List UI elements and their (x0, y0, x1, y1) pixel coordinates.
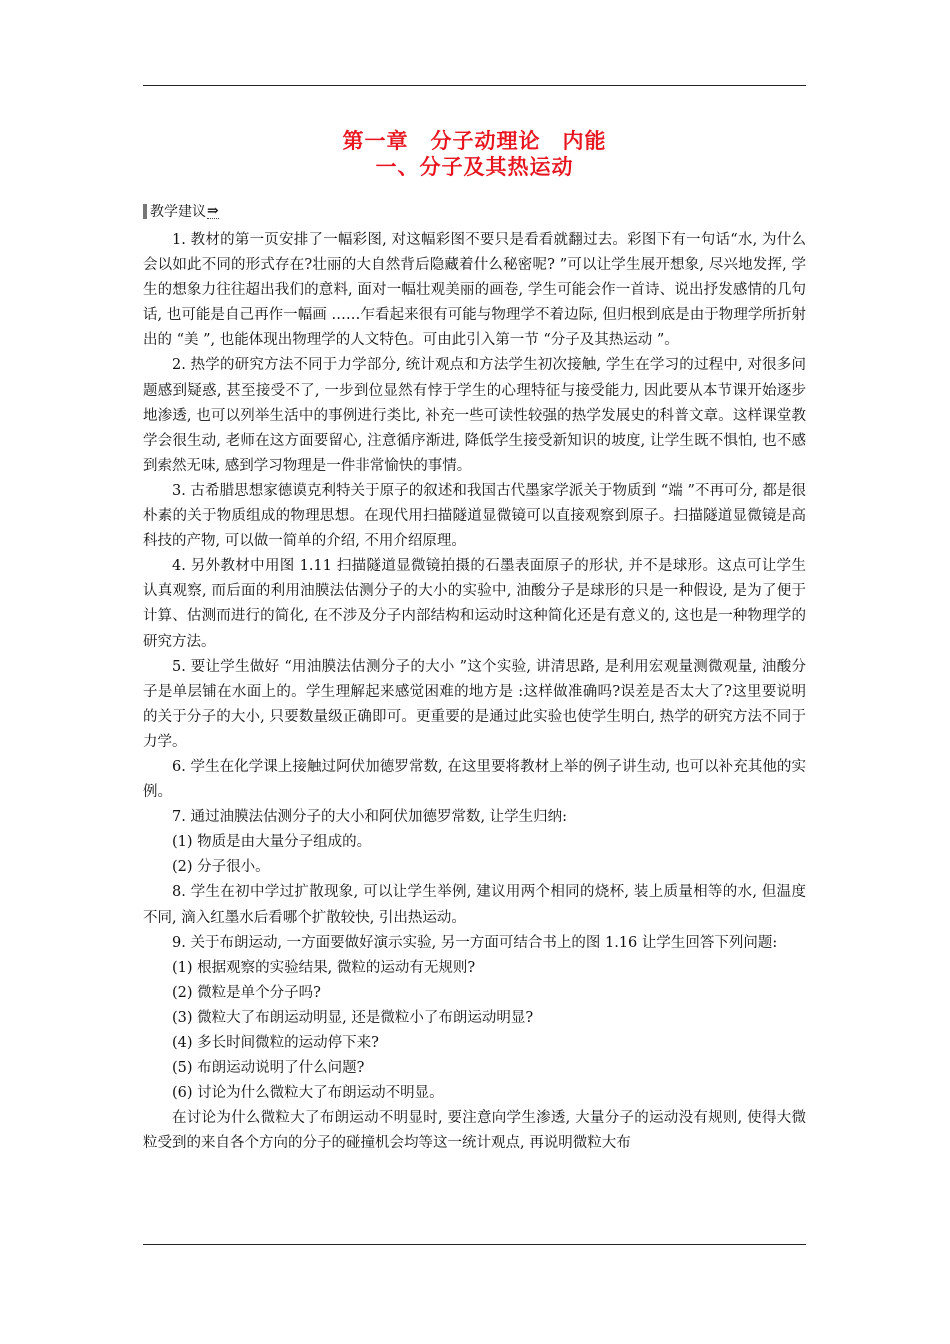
chapter-title: 第一章 分子动理论 内能 (342, 128, 607, 153)
body-text (143, 228, 806, 1156)
header-rule (143, 85, 806, 86)
paragraph: 在讨论为什么微粒大了布朗运动不明显时, 要注意向学生渗透, 大量分子的运动没有规则, 使得大微粒受到的来自各个方向的分子的碰撞机会均等这一统计观点, 再说明微粒大布 (143, 1110, 806, 1152)
list-item: (3) 微粒大了布朗运动明显, 还是微粒小了布朗运动明显? (172, 1009, 534, 1026)
paragraph: 4. 另外教材中用图 1.11 扫描隧道显微镜拍摄的石墨表面原子的形状, 并不是球形。这点可让学生认真观察, 而后面的利用油膜法估测分子的大小的实验中, 油酸分子是球形的只是一种假设, 是为了便于计算、估测而进行的简化, 在不涉及分子内部结构和运动时这种简化还是有意义的, 这也是一种物理学的研究方法。 (143, 558, 806, 650)
label-text: 教学建议 (150, 204, 206, 220)
section-title: 一、分子及其热运动 (375, 154, 574, 179)
list-item: (1) 根据观察的实验结果, 微粒的运动有无规则? (172, 959, 476, 976)
arrow-icon: ⇒ (207, 202, 219, 219)
paragraph: 1. 教材的第一页安排了一幅彩图, 对这幅彩图不要只是看看就翻过去。彩图下有一句话“水, 为什么会以如此不同的形式存在?壮丽的大自然背后隐藏着什么秘密呢? ”可以让学生展开想象, 尽兴地发挥, 学生的想象力往往超出我们的意料, 面对一幅壮观美丽的画卷, 学生可能会作一首诗、说出抒发感情的几句话, 也可能是自己再作一幅画 ……乍看起来很有可能与物理学不着边际, 但归根到底是由于物理学所折射出的 “美 ”, 也能体现出物理学的人文特色。可由此引入第一节 “分子及其热运动 ”。 (143, 232, 806, 349)
paragraph: 3. 古希腊思想家德谟克利特关于原子的叙述和我国古代墨家学派关于物质到 “端 ”不再可分, 都是很朴素的关于物质组成的物理思想。在现代用扫描隧道显微镜可以直接观察到原子。扫描隧道显微镜是高科技的产物, 可以做一简单的介绍, 不用介绍原理。 (143, 482, 806, 550)
paragraph: 7. 通过油膜法估测分子的大小和阿伏加德罗常数, 让学生归纳: (172, 809, 568, 826)
paragraph: 5. 要让学生做好 “用油膜法估测分子的大小 ”这个实验, 讲清思路, 是利用宏观量测微观量, 油酸分子是单层铺在水面上的。学生理解起来感觉困难的地方是 :这样做准确吗?误差是否太大了?这里要说明的关于分子的大小, 只要数量级正确即可。更重要的是通过此实验也使学生明白, 热学的研究方法不同于力学。 (143, 658, 806, 750)
list-item: (4) 多长时间微粒的运动停下来? (172, 1035, 379, 1051)
list-item: (1) 物质是由大量分子组成的。 (172, 834, 372, 851)
list-item: (6) 讨论为什么微粒大了布朗运动不明显。 (172, 1085, 444, 1102)
paragraph: 9. 关于布朗运动, 一方面要做好演示实验, 另一方面可结合书上的图 1.16 让学生回答下列问题: (172, 934, 778, 951)
list-item: (2) 微粒是单个分子吗? (172, 984, 321, 1001)
list-item: (2) 分子很小。 (172, 859, 270, 876)
footer-rule (143, 1244, 806, 1245)
paragraph: 6. 学生在化学课上接触过阿伏加德罗常数, 在这里要将教材上举的例子讲生动, 也可以补充其他的实例。 (143, 758, 806, 801)
list-item: (5) 布朗运动说明了什么问题? (172, 1060, 365, 1077)
teaching-suggestion-label (143, 201, 219, 221)
paragraph: 2. 热学的研究方法不同于力学部分, 统计观点和方法学生初次接触, 学生在学习的过程中, 对很多问题感到疑惑, 甚至接受不了, 一步到位显然有悖于学生的心理特征与接受能力, 因此要从本节课开始逐步地渗透, 也可以列举生活中的事例进行类比, 补充一些可读性较强的热学发展史的科普文章。这样课堂教学会很生动, 老师在这方面要留心, 注意循序渐进, 降低学生接受新知识的坡度, 让学生既不惧怕, 也不感到索然无味, 感到学习物理是一件非常愉快的事情。 (143, 357, 806, 474)
paragraph: 8. 学生在初中学过扩散现象, 可以让学生举例, 建议用两个相同的烧杯, 装上质量相等的水, 但温度不同, 滴入红墨水后看哪个扩散较快, 引出热运动。 (143, 884, 806, 926)
label-bar (143, 204, 147, 219)
